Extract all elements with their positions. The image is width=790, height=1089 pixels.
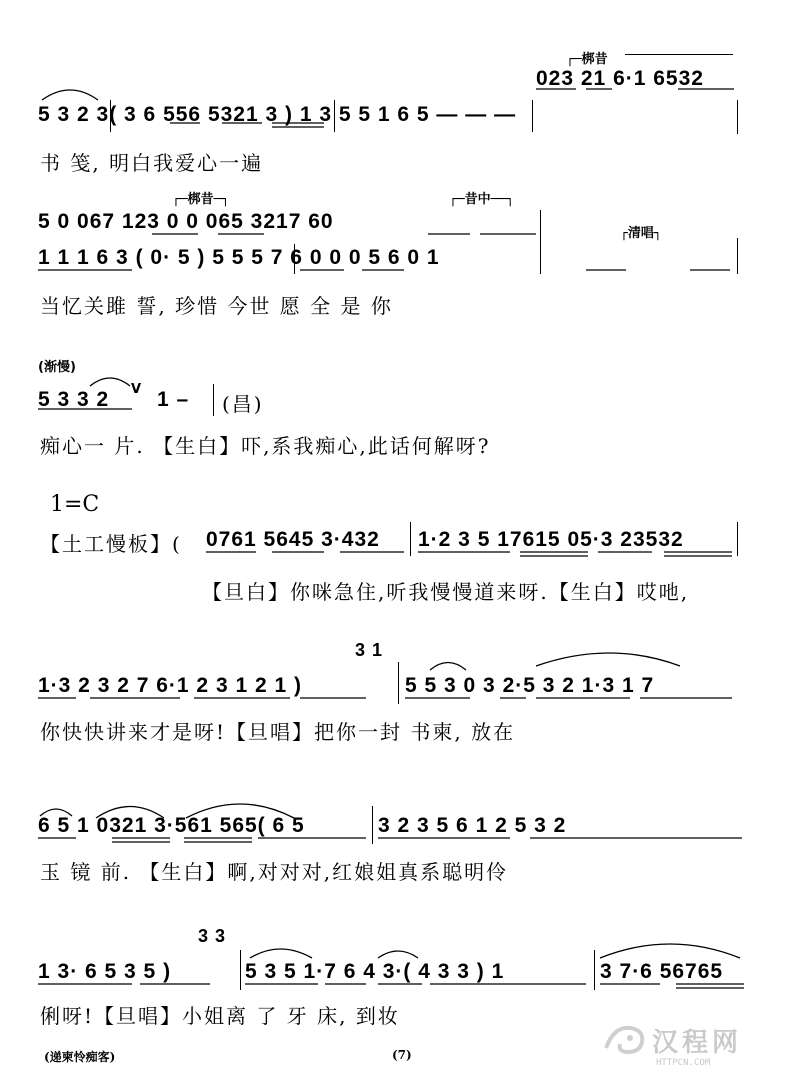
section-label: 【土工慢板】(	[40, 532, 182, 556]
notes-line-2: 3 2 3 5 6 1 2 5 3 2	[378, 814, 567, 837]
tempo-marking: (渐慢)	[38, 360, 76, 375]
percussion-marker: ┌─梆昔	[566, 52, 608, 67]
lyrics-line: 俐呀!【旦唱】小姐离 了 牙 床, 到妆	[40, 1004, 400, 1028]
breath-mark: V	[131, 382, 142, 397]
slur	[600, 944, 740, 958]
notes-line: 5 3 3 2	[38, 388, 110, 411]
slur	[430, 663, 466, 671]
notes-line-2: 5 3 5 1·7 6 4 3·( 4 3 3 ) 1	[245, 960, 505, 983]
percussion-marker: ┌─昔中──┐	[449, 192, 515, 207]
slur	[378, 951, 418, 958]
chord-notes: 3 3	[198, 926, 227, 946]
notes-line-2: 1·2 3 5 17615 05·3 23532	[418, 528, 684, 551]
slur	[40, 809, 72, 816]
lyrics-line: 玉 镜 前. 【生白】啊,对对对,红娘姐真系聪明伶	[40, 860, 509, 884]
lyrics-line: 【旦白】你咪急住,听我慢慢道来呀.【生白】哎吔,	[202, 580, 690, 604]
slur	[536, 653, 680, 666]
upper-notes: 5 0 067 123 0 0 065 3217 60	[38, 210, 334, 233]
percussion-paren: (昌)	[222, 392, 264, 416]
page-number: (7)	[392, 1048, 412, 1062]
percussion-marker: ┌清唱┐	[620, 226, 662, 241]
percussion-marker: ┌─梆昔─┐	[172, 192, 230, 207]
notes-line-2: 5 5 3 0 3 2·5 3 2 1·3 1 7	[405, 674, 655, 697]
notes-line: 1 3· 6 5 3 5 )	[38, 960, 172, 983]
dragon-logo-icon	[600, 1018, 650, 1064]
watermark-url: HTTPCN.COM	[656, 1058, 711, 1068]
notes-line: 1·3 2 3 2 7 6·1 2 3 1 2 1 )	[38, 674, 302, 697]
key-signature: 1=C	[50, 492, 100, 517]
notes-line: 6 5 1 0321 3·561 565( 6 5	[38, 814, 305, 837]
notes-line: 1 1 1 6 3 ( 0· 5 ) 5 5 5 7 6 0 0 0 5 6 0 1	[38, 246, 440, 269]
lyrics-line: 痴心一 片. 【生白】吓,系我痴心,此话何解呀?	[40, 434, 491, 458]
slur	[96, 807, 164, 819]
lyrics-line: 当忆关雎 誓, 珍惜 今世 愿 全 是 你	[40, 294, 393, 318]
notes-line: 5 3 2 3( 3 6 556 5321 3 ) 1 3 5 5 1 6 5 — — —	[38, 103, 517, 126]
lyrics-line: 书 笺, 明白我爱心一遍	[40, 151, 264, 175]
lyrics-line: 你快快讲来才是呀!【旦唱】把你一封 书柬, 放在	[40, 720, 516, 744]
chord-notes: 3 1	[355, 640, 384, 660]
footer-title: (递柬怜痴客)	[44, 1050, 116, 1064]
slur	[250, 949, 312, 958]
notes-line-3: 3 7·6 56765	[600, 960, 724, 983]
watermark-text: 汉程网	[652, 1028, 743, 1058]
notes-line-2: 1 –	[157, 388, 190, 411]
upper-notes: 023 21 6·1 6532	[536, 67, 704, 90]
slur	[186, 804, 294, 818]
slur	[90, 378, 130, 386]
slur	[42, 90, 98, 100]
notes-line: 0761 5645 3·432	[206, 528, 380, 551]
